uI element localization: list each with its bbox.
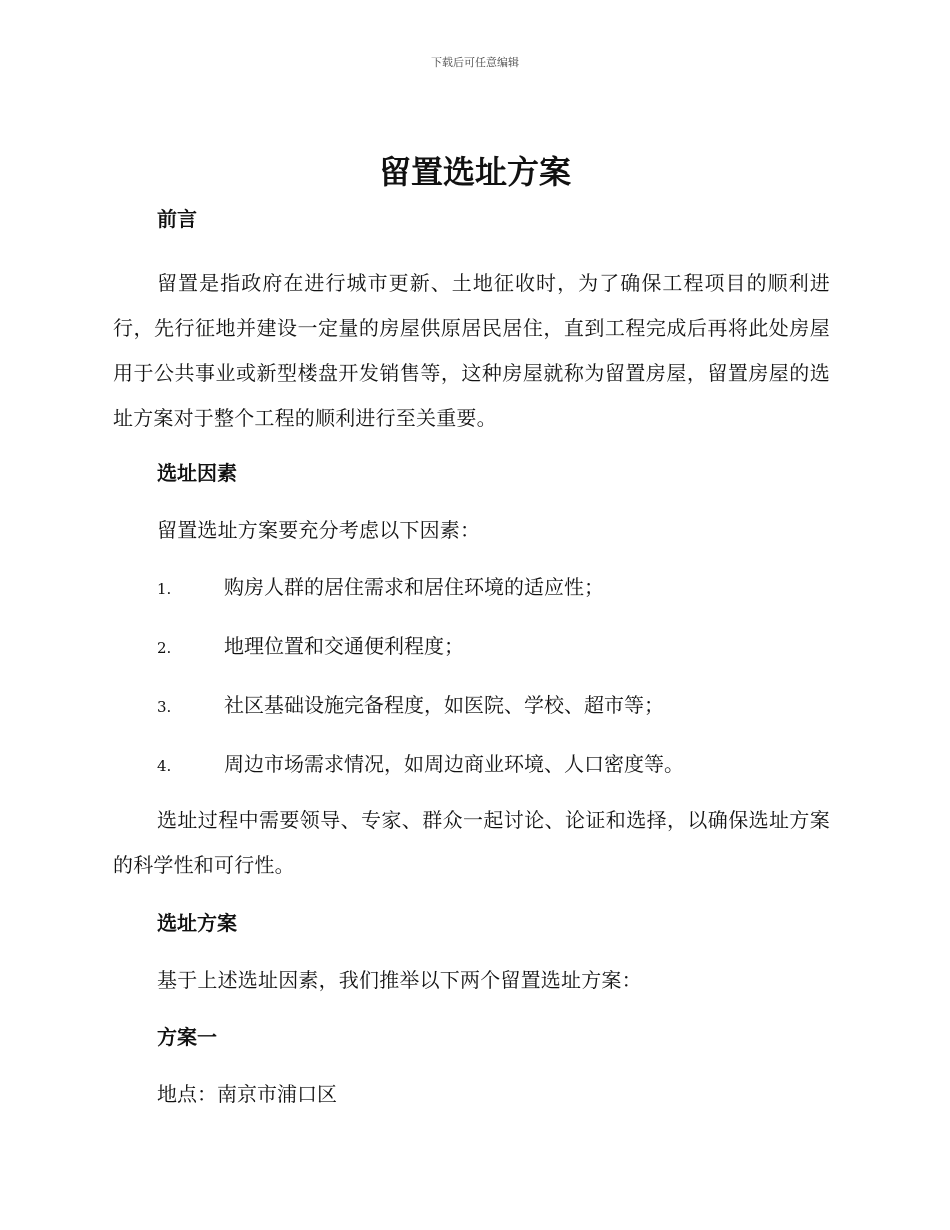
header-note: 下载后可任意编辑 — [431, 56, 519, 69]
list-item-number: 3. — [157, 698, 172, 716]
factors-list — [113, 572, 830, 781]
list-item — [113, 690, 830, 722]
list-item — [113, 749, 830, 781]
list-item-text: 社区基础设施完备程度，如医院、学校、超市等； — [224, 693, 664, 717]
list-item — [113, 631, 830, 663]
preface-paragraph: 留置是指政府在进行城市更新、土地征收时，为了确保工程项目的顺利进行，先行征地并建设一定量的房屋供原居民居住，直到工程完成后再将此处房屋用于公共事业或新型楼盘开发销售等，这种房屋就称为留置房屋，留置房屋的选址方案对于整个工程的顺利进行至关重要。 — [113, 271, 830, 430]
section-heading-plans: 选址方案 — [157, 911, 237, 935]
plan-one-heading: 方案一 — [157, 1025, 217, 1049]
plan-one-location — [113, 1079, 830, 1109]
factors-closing: 选址过程中需要领导、专家、群众一起讨论、论证和选择，以确保选址方案的科学性和可行性。 — [113, 808, 830, 877]
list-item — [113, 572, 830, 604]
location-value: 南京市浦口区 — [217, 1082, 337, 1106]
document-body — [113, 204, 830, 1109]
document-title: 留置选址方案 — [378, 153, 571, 191]
list-item-number: 2. — [157, 639, 172, 657]
list-item-text: 购房人群的居住需求和居住环境的适应性； — [224, 575, 604, 599]
location-label: 地点： — [157, 1082, 217, 1106]
list-item-text: 周边市场需求情况，如周边商业环境、人口密度等。 — [224, 752, 684, 776]
list-item-number: 4. — [157, 757, 172, 775]
section-heading-factors: 选址因素 — [157, 461, 237, 485]
section-heading-preface: 前言 — [157, 207, 197, 231]
factors-intro: 留置选址方案要充分考虑以下因素： — [157, 518, 481, 542]
list-item-number: 1. — [157, 580, 172, 598]
plans-intro: 基于上述选址因素，我们推举以下两个留置选址方案： — [157, 968, 642, 992]
list-item-text: 地理位置和交通便利程度； — [224, 634, 464, 658]
